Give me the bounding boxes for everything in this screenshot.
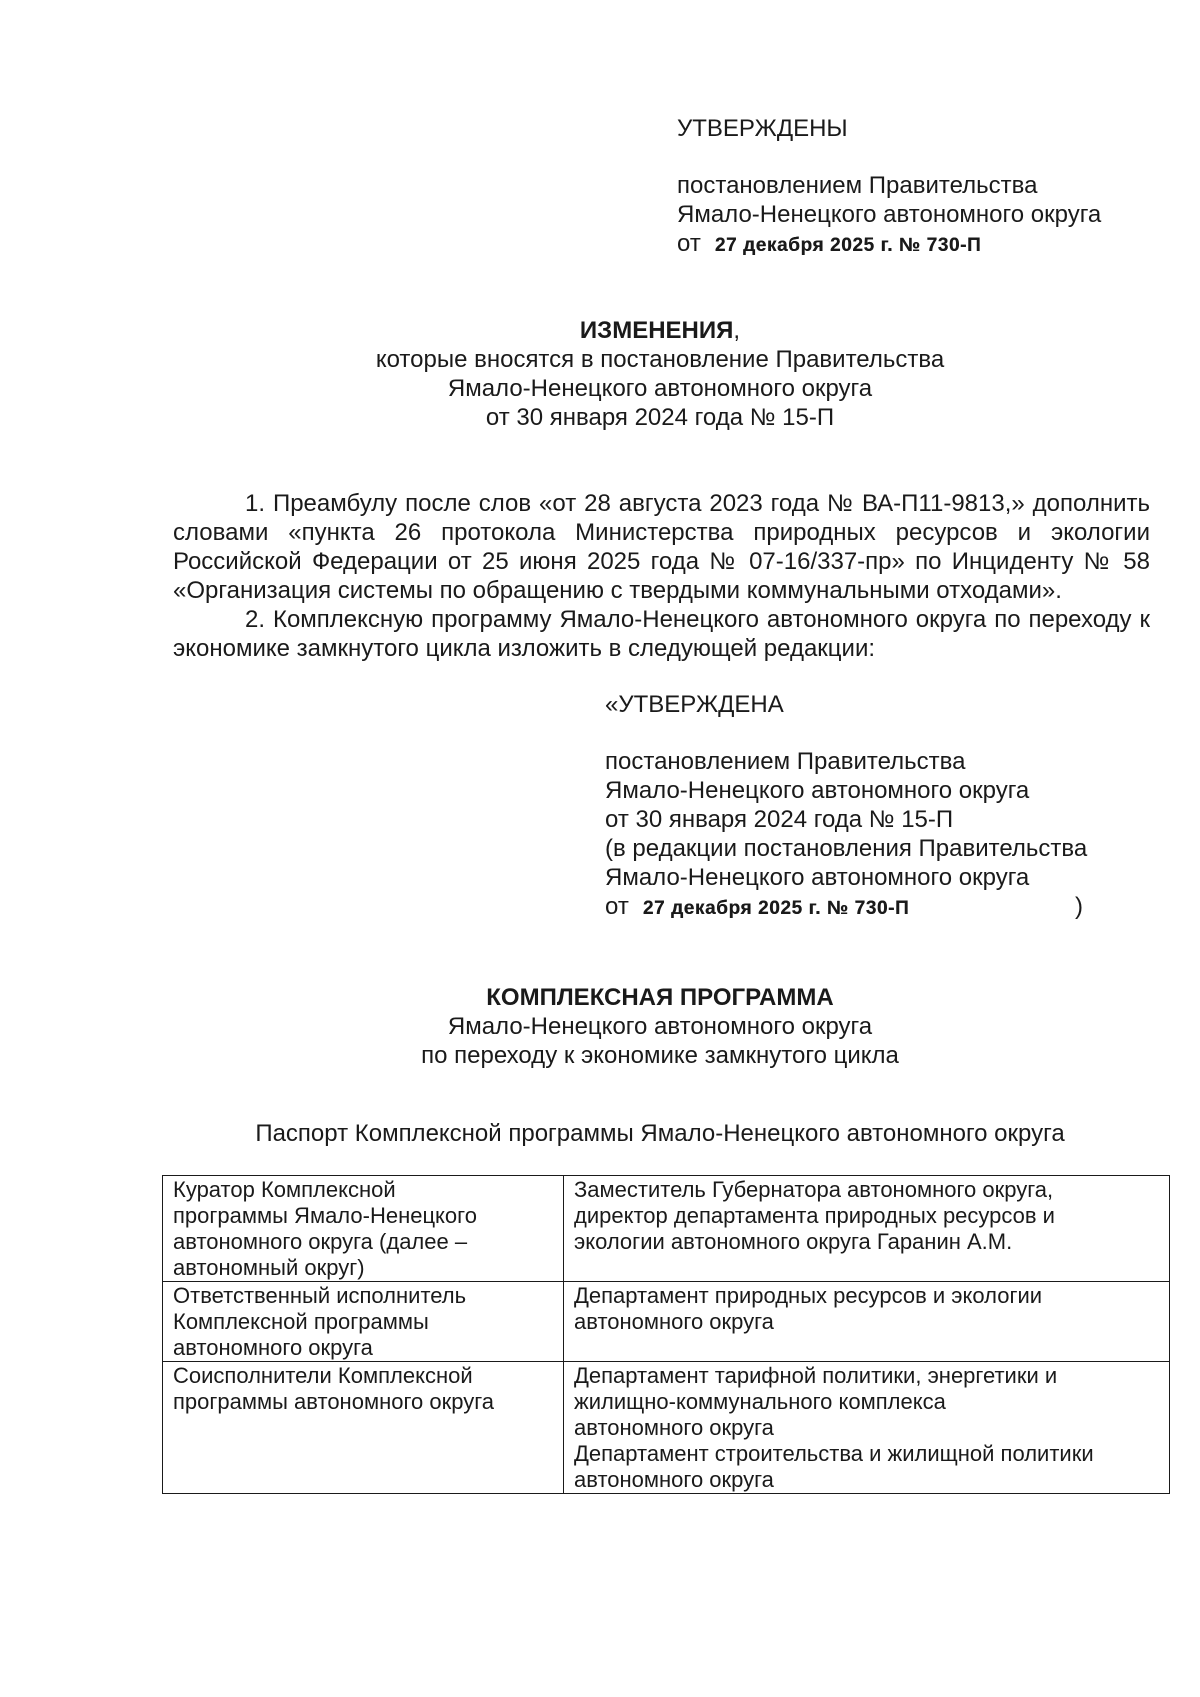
cell-text-line: автономного округа xyxy=(574,1309,774,1334)
approval-block-mid xyxy=(605,690,1165,923)
cell-text-line: жилищно-коммунального комплекса xyxy=(574,1389,946,1414)
passport-field-value xyxy=(564,1282,1170,1362)
program-subtitle-line: по переходу к экономике замкнутого цикла xyxy=(421,1042,899,1069)
approval-line: (в редакции постановления Правительства xyxy=(605,835,1088,862)
cell-text-line: Куратор Комплексной xyxy=(173,1177,396,1202)
table-row xyxy=(163,1362,1170,1494)
paragraph-1: 1. Преамбулу после слов «от 28 августа 2023 года № ВА-П11-9813,» дополнить словами «пункта 26 протокола Министерства природных ресурсов и экологии Российской Федерации от 25 июня 2025 года № 07-16/337-пр» по Инциденту № 58 «Организация системы по обращению с твердыми коммунальными отходами». xyxy=(173,490,1150,604)
changes-heading: ИЗМЕНЕНИЯ xyxy=(579,317,734,344)
date-prefix: от xyxy=(677,230,701,257)
changes-title-block xyxy=(160,316,1160,432)
approval-line: от 30 января 2024 года № 15-П xyxy=(605,806,954,833)
cell-text-line: директор департамента природных ресурсов и xyxy=(574,1203,1055,1228)
cell-text-line: Соисполнители Комплексной xyxy=(173,1363,473,1388)
changes-subtitle-line: от 30 января 2024 года № 15-П xyxy=(485,404,835,431)
cell-text-line: Заместитель Губернатора автономного округа, xyxy=(574,1177,1054,1202)
changes-heading-line xyxy=(160,316,1160,345)
cell-text-line: Комплексной программы xyxy=(173,1309,429,1334)
program-heading: КОМПЛЕКСНАЯ ПРОГРАММА xyxy=(486,984,834,1011)
date-prefix: от xyxy=(605,893,629,920)
passport-field-label xyxy=(163,1282,564,1362)
paragraph-2: 2. Комплексную программу Ямало-Ненецкого автономного округа по переходу к экономике замкнутого цикла изложить в следующей редакции: xyxy=(173,606,1150,662)
cell-text-line: автономного округа xyxy=(173,1335,373,1360)
cell-text-line: программы автономного округа xyxy=(173,1389,494,1414)
passport-table-body xyxy=(163,1176,1170,1494)
approval-heading: «УТВЕРЖДЕНА xyxy=(605,691,784,718)
passport-field-label xyxy=(163,1176,564,1282)
approval-line: постановлением Правительства xyxy=(605,748,966,775)
passport-field-value xyxy=(564,1362,1170,1494)
date-stamp: 27 декабря 2025 г. № 730-П xyxy=(642,898,910,919)
passport-field-label xyxy=(163,1362,564,1494)
changes-heading-suffix: , xyxy=(733,317,741,344)
cell-text-line: Ответственный исполнитель xyxy=(173,1283,467,1308)
table-row xyxy=(163,1282,1170,1362)
program-title-block xyxy=(160,983,1160,1070)
cell-text-line: Департамент тарифной политики, энергетики и xyxy=(574,1363,1058,1388)
approval-line: Ямало-Ненецкого автономного округа xyxy=(605,777,1030,804)
cell-text-line: экологии автономного округа Гаранин А.М. xyxy=(574,1229,1013,1254)
changes-subtitle-line: Ямало-Ненецкого автономного округа xyxy=(447,375,873,402)
approval-date-line xyxy=(677,229,1177,260)
approval-block-top xyxy=(677,114,1177,260)
cell-text-line: Департамент природных ресурсов и экологии xyxy=(574,1283,1043,1308)
document-body xyxy=(173,489,1150,663)
cell-text-line: автономного округа (далее – xyxy=(173,1229,468,1254)
approval-line: Ямало-Ненецкого автономного округа xyxy=(677,201,1102,228)
table-row xyxy=(163,1176,1170,1282)
changes-subtitle-line: которые вносятся в постановление Правительства xyxy=(375,346,945,373)
cell-text-line: автономного округа xyxy=(574,1415,774,1440)
cell-text-line: автономный округ) xyxy=(173,1255,365,1280)
approval-date-line xyxy=(605,892,1165,923)
closing-parenthesis: ) xyxy=(1075,893,1083,920)
passport-table xyxy=(162,1175,1170,1494)
passport-field-value xyxy=(564,1176,1170,1282)
cell-text-line: Департамент строительства и жилищной политики xyxy=(574,1441,1094,1466)
program-subtitle-line: Ямало-Ненецкого автономного округа xyxy=(447,1013,873,1040)
approval-line: Ямало-Ненецкого автономного округа xyxy=(605,864,1030,891)
date-stamp: 27 декабря 2025 г. № 730-П xyxy=(714,235,982,256)
passport-caption: Паспорт Комплексной программы Ямало-Ненецкого автономного округа xyxy=(255,1120,1065,1147)
cell-text-line: автономного округа xyxy=(574,1467,774,1492)
cell-text-line: программы Ямало-Ненецкого xyxy=(173,1203,477,1228)
approval-heading: УТВЕРЖДЕНЫ xyxy=(677,115,848,142)
approval-line: постановлением Правительства xyxy=(677,172,1038,199)
